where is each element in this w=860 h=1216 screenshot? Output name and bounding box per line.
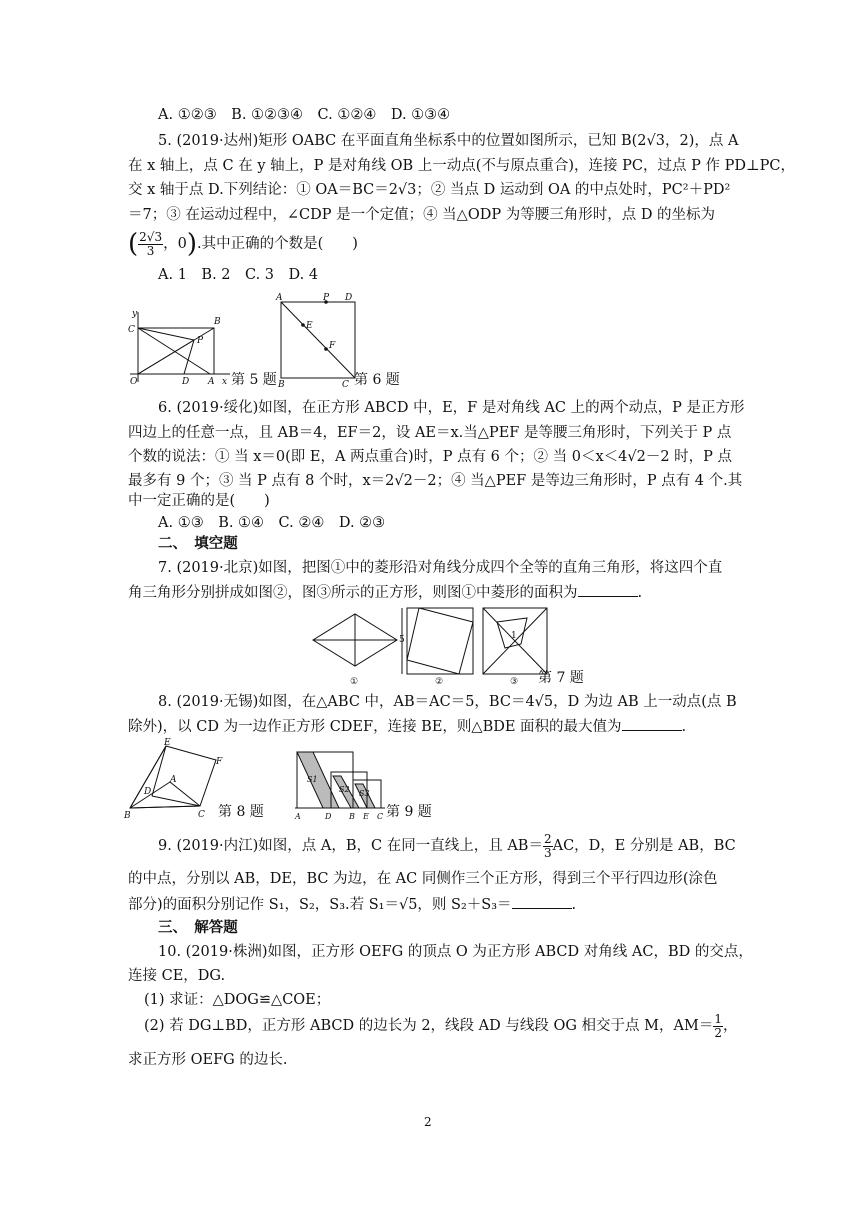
fig9-label-s1: S1	[307, 775, 318, 784]
q9-answer-blank	[512, 894, 572, 909]
fig6-label-e: E	[306, 321, 313, 331]
q8-answer-blank	[622, 716, 682, 731]
q10-line-2: 连接 CE，DG.	[128, 968, 226, 984]
fig9-label-s3: S3	[359, 789, 370, 798]
fig8-label-b: B	[124, 811, 131, 821]
q10-part-1: (1) 求证：△DOG≌△COE；	[144, 992, 331, 1008]
page-number: 2	[424, 1115, 432, 1129]
figure-6-caption: 第 6 题	[354, 372, 400, 388]
fig6-label-d: D	[345, 293, 353, 303]
q5-line-3: 交 x 轴于点 D.下列结论：① OA＝BC＝2√3；② 当点 D 运动到 OA 的中点处时，PC²＋PD²	[128, 182, 731, 198]
fig8-label-e: E	[164, 738, 171, 748]
q8-line-1: 8. (2019·无锡)如图，在△ABC 中，AB＝AC＝5，BC＝4√5，D 为边 AB 上一动点(点 B	[158, 694, 737, 710]
fig9-label-s2: S2	[339, 785, 350, 794]
fig5-label-d: D	[182, 377, 190, 387]
fig8-label-d: D	[144, 787, 152, 797]
q5-options: A. 1 B. 2 C. 3 D. 4	[158, 267, 319, 283]
q4-options: A. ①②③ B. ①②③④ C. ①②④ D. ①③④	[158, 107, 451, 123]
fig5-label-b: B	[214, 317, 221, 327]
q6-line-4: 最多有 9 个；③ 当 P 点有 8 个时，x＝2√2－2；④ 当△PEF 是等边三角形时，P 点有 4 个.其	[128, 473, 743, 489]
q9-line-1: 9. (2019·内江)如图，点 A，B，C 在同一直线上，且 AB＝ $\frac{2}{3}$ AC，D，E 分别是 AB，BC	[158, 831, 736, 860]
q5-line-1: 5. (2019·达州)矩形 OABC 在平面直角坐标系中的位置如图所示，已知 B(2√3，2)，点 A	[158, 133, 739, 149]
section-fill-in-heading: 二、 填空题	[158, 535, 238, 552]
fig9-label-a: A	[295, 812, 301, 821]
fig9-label-c: C	[377, 812, 384, 821]
figure-7	[305, 604, 555, 686]
q7-line-2: 角三角形分别拼成如图②，图③所示的正方形，则图①中菱形的面积为 .	[128, 582, 642, 603]
q7-answer-blank	[578, 582, 638, 597]
fig8-label-f: F	[216, 757, 223, 767]
fig8-label-a: A	[170, 775, 177, 785]
q10-part-2-continued: 求正方形 OEFG 的边长.	[128, 1052, 288, 1068]
q6-line-1: 6. (2019·绥化)如图，在正方形 ABCD 中，E，F 是对角线 AC 上的两个动点，P 是正方形	[158, 400, 745, 416]
fig7-label-5: 5	[399, 635, 405, 645]
fig5-label-c: C	[128, 325, 135, 335]
figure-9-caption: 第 9 题	[386, 804, 432, 820]
fig5-label-y: y	[132, 309, 138, 319]
fig5-label-x: x	[222, 377, 228, 387]
fig7-label-2: ②	[435, 677, 444, 686]
q6-line-2: 四边上的任意一点，且 AB＝4，EF＝2，设 AE＝x.当△PEF 是等腰三角形时，下列关于 P 点	[128, 425, 732, 441]
q9-fraction: $\frac{2}{3}$	[543, 831, 552, 860]
q6-options: A. ①③ B. ①④ C. ②④ D. ②③	[158, 515, 386, 531]
section-solution-heading: 三、 解答题	[158, 919, 238, 936]
fig7-label-1: ①	[350, 677, 359, 686]
q5-line-5: ( $\frac{2√3}{3}$ ，0).其中正确的个数是( )	[128, 229, 358, 259]
figure-9	[293, 746, 389, 822]
fig6-label-f: F	[329, 341, 336, 351]
fig6-label-b: B	[278, 380, 285, 388]
fig6-label-p: P	[323, 293, 330, 303]
fig9-label-e: E	[363, 812, 369, 821]
fig7-label-one: 1	[511, 631, 517, 641]
q5-line-4: ＝7；③ 在运动过程中，∠CDP 是一个定值；④ 当△ODP 为等腰三角形时，点 D 的坐标为	[128, 207, 716, 223]
fig6-label-a: A	[276, 293, 283, 303]
q10-line-1: 10. (2019·株洲)如图，正方形 OEFG 的顶点 O 为正方形 ABCD 对角线 AC，BD 的交点，	[158, 944, 753, 960]
q7-line-1: 7. (2019·北京)如图，把图①中的菱形沿对角线分成四个全等的直角三角形，将这四个直	[158, 560, 723, 576]
q5-line-2: 在 x 轴上，点 C 在 y 轴上，P 是对角线 OB 上一动点(不与原点重合)，连接 PC，过点 P 作 PD⊥PC，	[128, 158, 795, 174]
fig5-label-a: A	[208, 377, 215, 387]
figure-7-caption: 第 7 题	[538, 670, 584, 686]
figure-5-caption: 第 5 题	[231, 372, 277, 388]
fig8-label-c: C	[198, 810, 205, 820]
figure-8-caption: 第 8 题	[218, 804, 264, 820]
q9-line-2: 的中点，分别以 AB，DE，BC 为边，在 AC 同侧作三个正方形，得到三个平行四边形(涂色	[128, 871, 718, 887]
fig5-label-o: O	[130, 377, 138, 387]
q10-fraction: $\frac{1}{2}$	[714, 1011, 722, 1040]
fig6-label-c: C	[342, 380, 349, 388]
figure-6	[272, 292, 362, 388]
fig5-label-p: P	[197, 336, 204, 346]
q6-line-5: 中一定正确的是( )	[128, 493, 270, 509]
q10-part-2: (2) 若 DG⊥BD，正方形 ABCD 的边长为 2，线段 AD 与线段 OG 相交于点 M，AM＝ $\frac{1}{2}$ ，	[144, 1011, 738, 1040]
fig9-label-d: D	[325, 812, 332, 821]
fig7-label-3: ③	[510, 677, 519, 686]
q8-line-2: 除外)，以 CD 为一边作正方形 CDEF，连接 BE，则△BDE 面积的最大值为 .	[128, 716, 686, 737]
q5-fraction: $\frac{2√3}{3}$	[139, 229, 163, 258]
fig9-label-b: B	[349, 812, 355, 821]
q6-line-3: 个数的说法：① 当 x＝0(即 E，A 两点重合)时，P 点有 6 个；② 当 0＜x＜4√2－2 时，P 点	[128, 449, 733, 465]
figure-5	[122, 308, 232, 388]
q9-line-3: 部分)的面积分别记作 S₁，S₂，S₃.若 S₁＝√5，则 S₂＋S₃＝ .	[128, 894, 576, 915]
figure-8	[122, 736, 226, 822]
